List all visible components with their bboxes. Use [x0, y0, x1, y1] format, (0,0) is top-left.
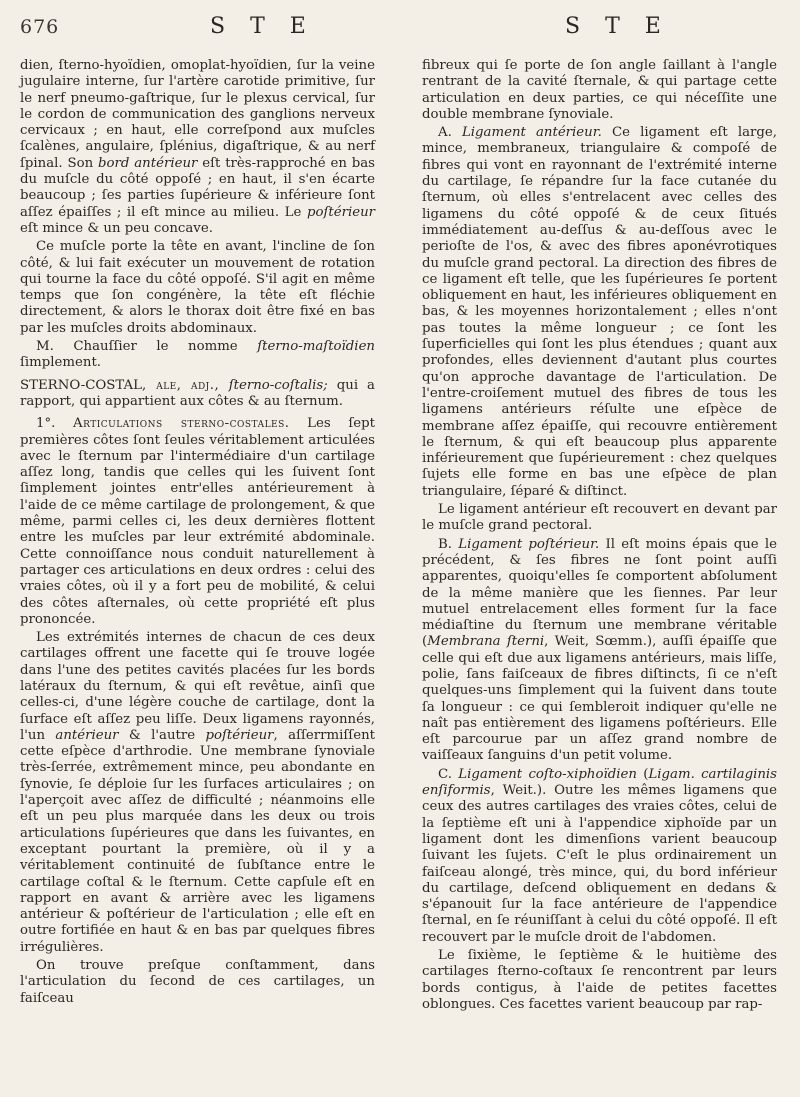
- entry-grammar: , ale, adj.,: [141, 377, 229, 393]
- text: , aſſerrmiſſent cette eſpèce d'arthrodie. Une membrane ſynoviale très-ſerrée, extrêmement mince, peu abondante en ſynovie, ſe déploie ſur les ſurfaces articulaires ; on l'aperçoit avec aſſez de difficulté ; néanmoins elle eſt un peu plus marquée dans les deux ou trois articulations ſupérieures que dans les ſuivantes, en exceptant pourtant la première, où il y a véritablement continuité de ſubſtance entre le cartilage coſtal & le ſternum. Cette capſule eſt en rapport en avant & arrière avec les ligamens antérieur & poſtérieur de l'articulation ; elle eſt en outre fortifiée en haut & en bas par quelques fibres irrégulières.: [20, 727, 375, 955]
- paragraph-ligament-costo-xiphoidien: [422, 767, 777, 946]
- entry-headword: STERNO-COSTAL: [20, 377, 142, 393]
- text: & l'autre: [118, 727, 206, 743]
- page-number: 676: [20, 16, 60, 38]
- paragraph: Le ſixième, le ſeptième & le huitième des cartilages ſterno-coſtaux ſe rencontrent par leurs bords contigus, à l'aide de petites facettes oblongues. Ces facettes varient beaucoup par rap-: [422, 948, 777, 1012]
- section-heading: Articulations sterno-costales.: [73, 416, 290, 432]
- text: dien, ſterno-hyoïdien, omoplat-hyoïdien, ſur la veine jugulaire interne, ſur l'artère carotide primitive, ſur le nerf pneumo-gaſtrique, ſur le plexus cervical, ſur le cordon de communication des ganglions nerveux cervicaux ; en haut, elle correſpond aux muſcles ſcalènes, angulaire, ſplénius, digaſtrique, & au nerf ſpinal. Son: [20, 58, 375, 171]
- text: Les ſept premières côtes ſont ſeules véritablement articulées avec le ſternum par l'intermédiaire d'un cartilage aſſez long, tandis que celles qui les ſuivent ſont ſimplement jointes entr'elles antérieurement à l'aide de ce même cartilage de prolongement, & que même, parmi celles ci, les deux dernières flottent entre les muſcles par leur extrémité abdominale. Cette connoiſſance nous conduit naturellement à partager ces articulations en deux ordres : celui des vraies côtes, où il y a fort peu de mobilité, & celui des côtes aſternales, où cette propriété eſt plus prononcée.: [20, 416, 376, 627]
- item-label: A.: [438, 125, 462, 141]
- text: eſt très-rapproché en bas du muſcle du côté oppoſé ; en haut, il s'en écarte beaucoup ; ſes parties ſupérieure & inférieure ſont aſſez épaiſſes ; il eſt mince au milieu. Le: [20, 155, 376, 220]
- text: M. Chauſſier le nomme: [36, 339, 258, 355]
- text: Il eſt moins épais que le précédent, & ſes fibres ne ſont point auſſi apparentes, quoiqu'elles ſe comportent abſolument de la même manière que les ſiennes. Par leur mutuel entrelacement elles forment ſur la face médiaſtine du ſternum une membrane véritable (: [422, 536, 777, 650]
- paragraph: [20, 58, 375, 237]
- italic-term: Ligament poſtérieur.: [458, 536, 600, 552]
- text: (: [636, 766, 649, 782]
- item-label: B.: [438, 536, 459, 552]
- italic-term: poſtérieur: [205, 727, 274, 743]
- running-head-right: S T E: [565, 14, 670, 39]
- dictionary-entry: [20, 378, 375, 411]
- text: Les extrémités internes de chacun de ces deux cartilages offrent une facette qui ſe trouve logée dans l'une des petites cavités placées ſur les bords latéraux du ſternum, & qui eſt revêtue, ainſi que celles-ci, d'une légère couche de cartilage, dont la ſurface eſt aſſez peu liſſe. Deux ligamens rayonnés, l'un: [20, 630, 375, 743]
- italic-term: poſtérieur: [306, 204, 375, 220]
- running-head-left: S T E: [210, 14, 315, 39]
- text: ſimplement.: [20, 355, 102, 371]
- italic-term: bord antérieur: [98, 155, 198, 171]
- paragraph: fibreux qui ſe porte de ſon angle ſaillant à l'angle rentrant de la cavité ſternale, & qui partage cette articulation en deux parties, ce qui néceſſite une double membrane ſynoviale.: [422, 58, 777, 122]
- paragraph: Le ligament antérieur eſt recouvert en devant par le muſcle grand pectoral.: [422, 502, 777, 534]
- section-articulations: [20, 416, 375, 628]
- paragraph-ligament-posterieur: [422, 537, 777, 765]
- italic-term: Membrana ſterni: [427, 634, 545, 650]
- paragraph: [20, 630, 375, 956]
- left-column: [20, 58, 375, 1009]
- paragraph: [20, 339, 375, 372]
- text: , Weit, Sœmm.), auſſi épaiſſe que celle qui eſt due aux ligamens antérieurs, mais liſſe, polie, ſans faiſceaux de fibres diſtincts, ſi ce n'eſt quelques-uns ſimplement qui la ſuivent dans toute ſa longueur : ce qui ſembleroit indiquer qu'elle ne naît pas entièrement des ligamens poſtérieurs. Elle eſt parcourue par un aſſez grand nombre de vaiſſeaux ſanguins d'un petit volume.: [422, 634, 777, 764]
- paragraph: Ce muſcle porte la tête en avant, l'incline de ſon côté, & lui fait exécuter un mouvement de rotation qui tourne la face du côté oppoſé. S'il agit en même temps que ſon congénère, la tête eſt fléchie directement, & alors le thorax doit être fixé en bas par les muſcles droits abdominaux.: [20, 239, 375, 336]
- italic-term: antérieur: [55, 727, 119, 743]
- italic-term: Ligament antérieur.: [461, 125, 602, 141]
- paragraph-ligament-anterieur: [422, 125, 777, 500]
- paragraph: On trouve preſque conſtamment, dans l'articulation du ſecond de ces cartilages, un faiſceau: [20, 958, 375, 1006]
- entry-definition: qui a rapport, qui appartient aux côtes & au ſternum.: [20, 377, 375, 409]
- text: , Weit.). Outre les mêmes ligamens que ceux des autres cartilages des vraies côtes, celui de la ſeptième eſt uni à l'appendice xiphoïde par un ligament dont les dimenſions varient beaucoup ſuivant les ſujets. C'eſt le plus ordinairement un faiſceau alongé, très mince, qui, du bord inférieur du cartilage, deſcend obliquement en dedans & s'épanouit ſur la face antérieure de l'appendice ſternal, en ſe réuniſſant à celui du côté oppoſé. Il eſt recouvert par le muſcle droit de l'abdomen.: [422, 783, 777, 945]
- section-number: 1°.: [36, 416, 73, 432]
- text: Ce ligament eſt large, mince, membraneux, triangulaire & compoſé de fibres qui vont en rayonnant de l'extrémité interne du cartilage, ſe répandre ſur la face cutanée du ſternum, où elles s'entrelacent avec celles des ligamens du côté oppoſé & de ceux ſitués immédiatement au-deſſus & au-deſſous avec le perioſte de l'os, & avec des fibres aponévrotiques du muſcle grand pectoral. La direction des fibres de ce ligament eſt telle, que les ſupérieures ſe portent obliquement en haut, les inférieures obliquement en bas, & les moyennes horizontalement ; elles n'ont pas toutes la même longueur ; ce ſont les ſuperficielles qui ſont les plus étendues ; quant aux profondes, elles deviennent d'autant plus courtes qu'on approche davantage de l'articulation. De l'entre-croiſement mutuel des fibres de tous les ligamens antérieurs réſulte une eſpèce de membrane aſſez épaiſſe, qui recouvre entièrement le ſternum, & qui eſt beaucoup plus apparente inférieurement que ſupérieurement : chez quelques ſujets elle forme en bas une eſpèce de plan triangulaire, ſéparé & diſtinct.: [422, 125, 777, 499]
- item-label: C.: [438, 766, 459, 782]
- italic-term: Ligam. cartilaginis enſiformis: [422, 766, 778, 799]
- italic-term: ſterno-maſtoïdien: [257, 339, 375, 355]
- text: eſt mince & un peu concave.: [20, 220, 213, 236]
- italic-term: Ligament coſto-xiphoïdien: [458, 766, 637, 782]
- entry-latin: ſterno-coſtalis;: [228, 377, 328, 393]
- right-column: [422, 58, 777, 1015]
